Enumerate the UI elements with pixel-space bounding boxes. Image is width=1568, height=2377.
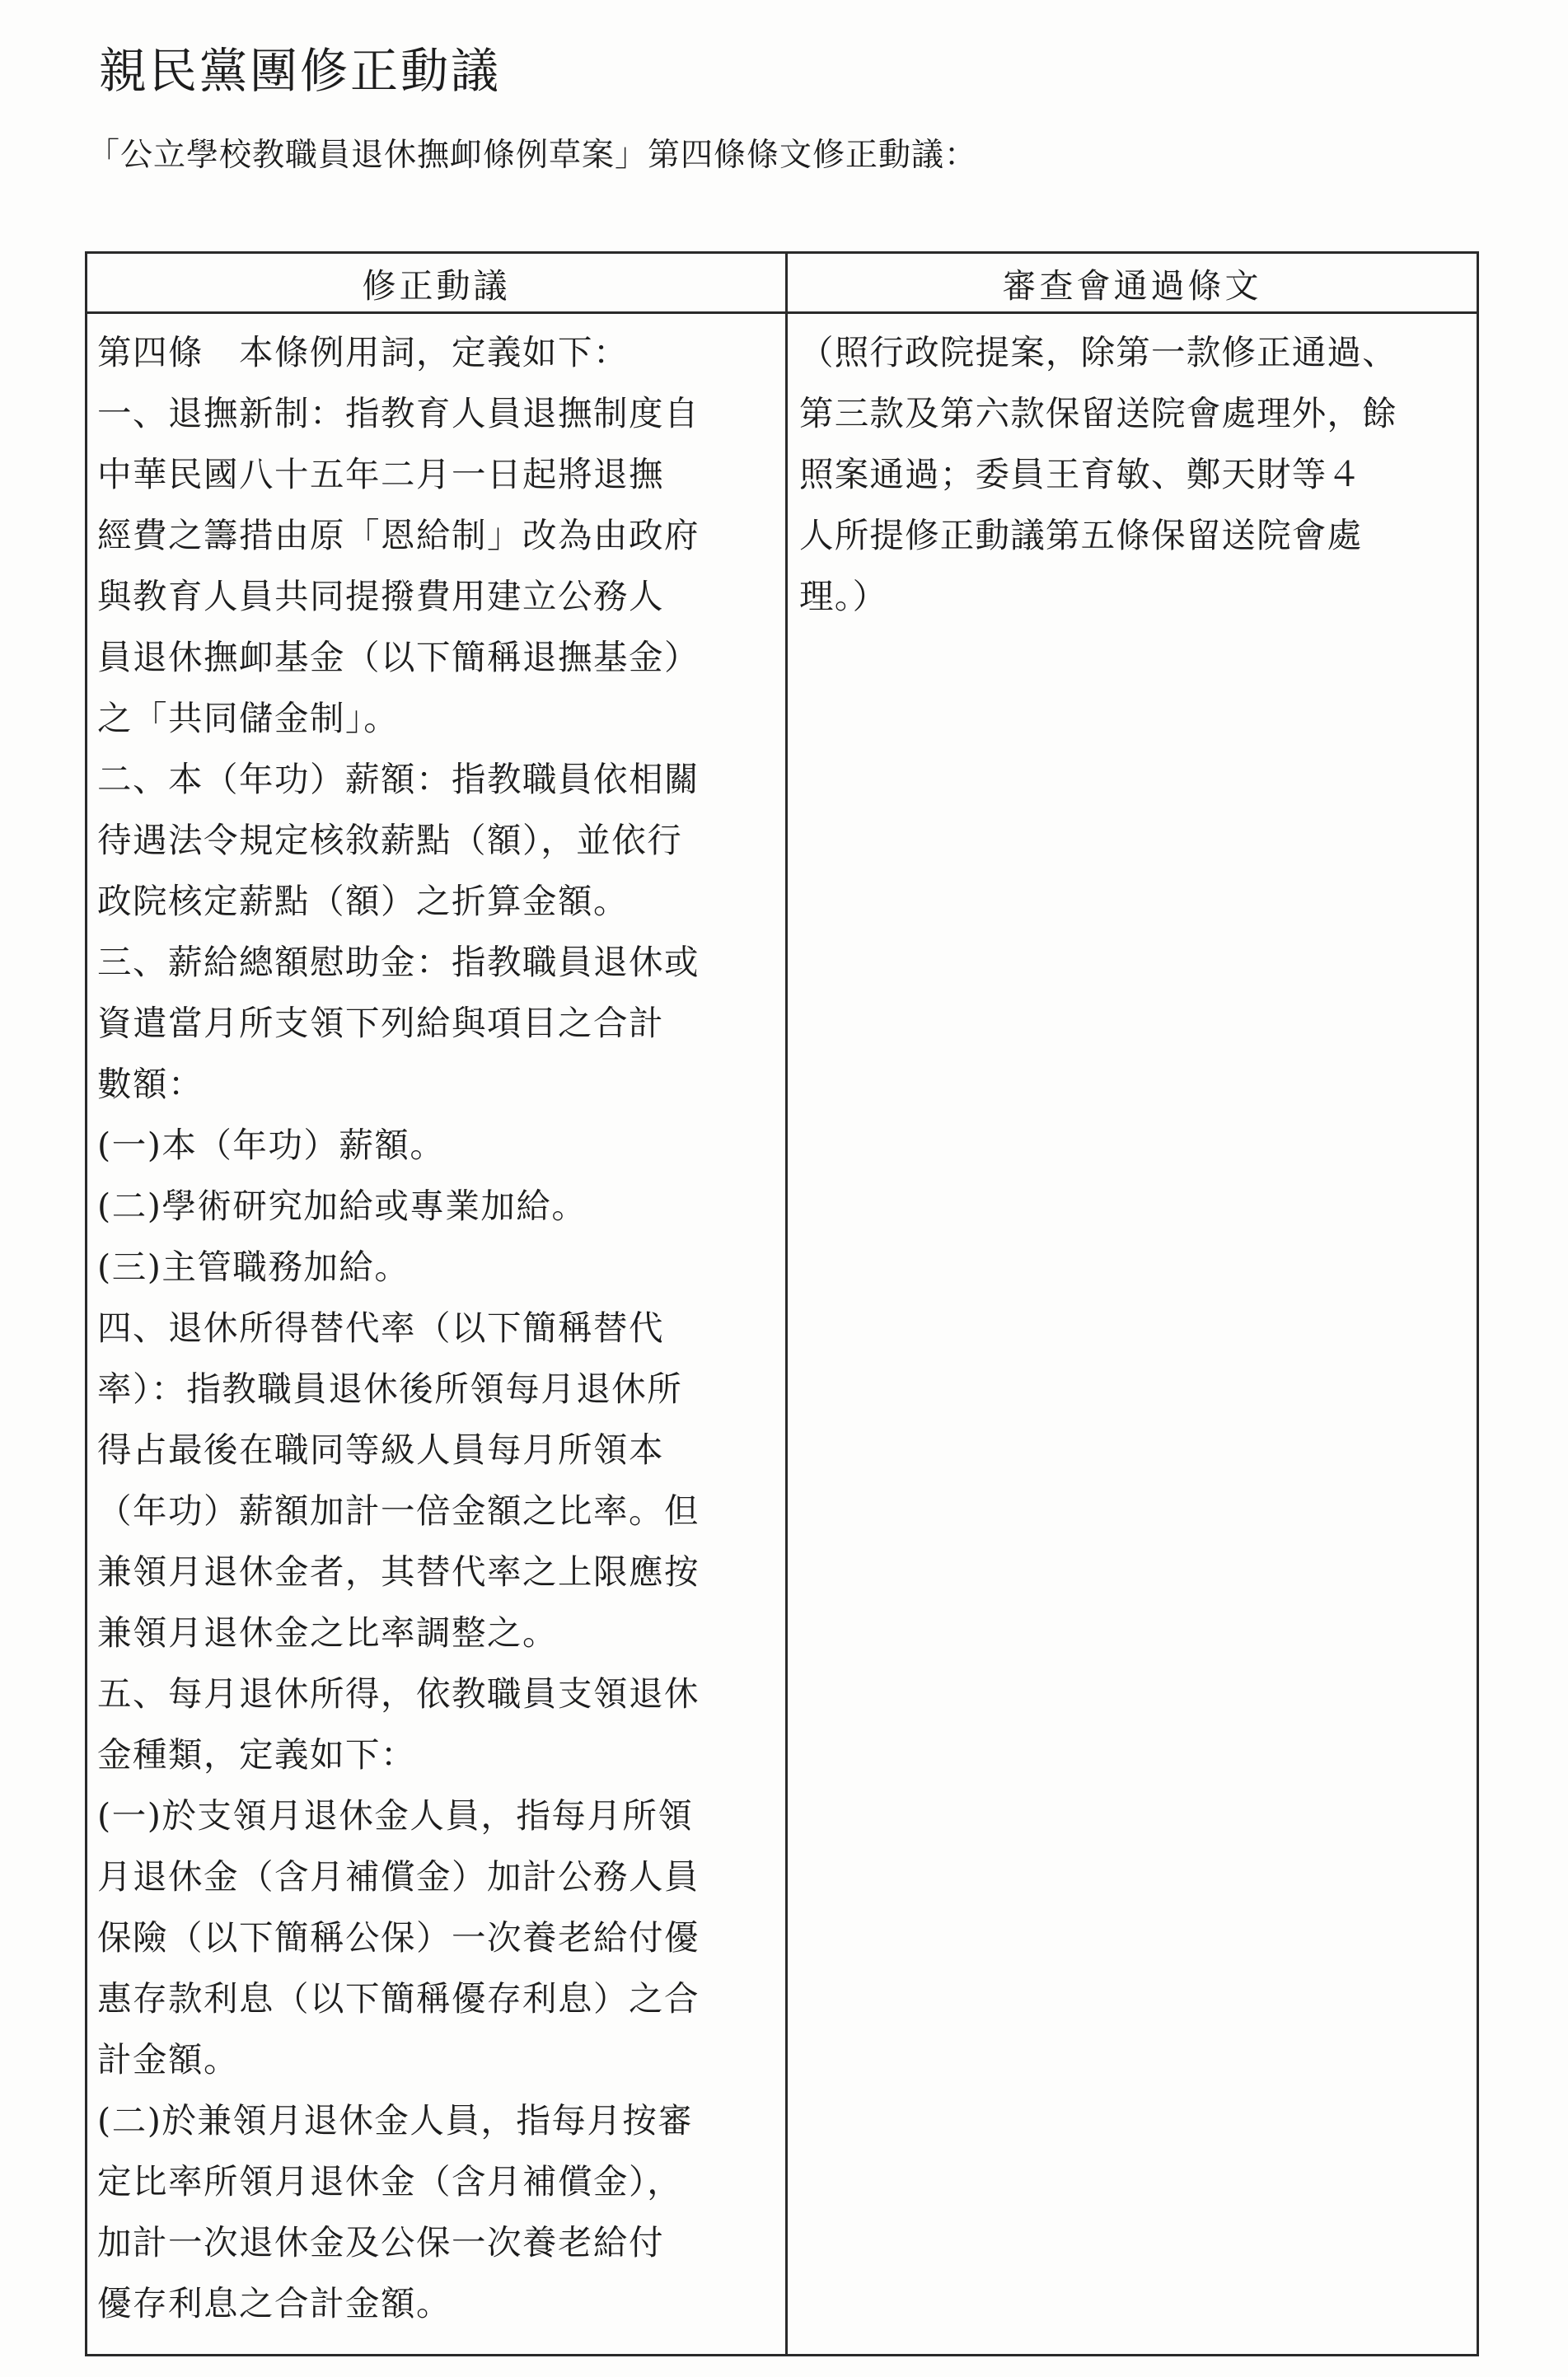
text-line: 計金額。: [97, 2039, 240, 2080]
text-line: 兼領月退休金者，其替代率之上限應按: [97, 1551, 700, 1592]
text-line: 金種類，定義如下：: [97, 1734, 417, 1775]
text-line: （年功）薪額加計一倍金額之比率。但: [97, 1490, 700, 1531]
text-line: 第四條 本條例用詞，定義如下：: [97, 332, 630, 372]
text-line: 之「共同儲金制」。: [97, 698, 400, 738]
header-amendment-motion: 修正動議: [87, 253, 787, 313]
text-line: 中華民國八十五年二月一日起將退撫: [97, 454, 665, 494]
committee-approved-text: [788, 314, 1477, 627]
text-line: 人所提修正動議第五條保留送院會處: [799, 515, 1363, 555]
text-line: 加計一次退休金及公保一次養老給付: [97, 2222, 665, 2262]
text-line: 四、退休所得替代率（以下簡稱替代: [97, 1308, 665, 1348]
text-line: 理。）: [799, 576, 888, 616]
text-line: 數額：: [97, 1064, 204, 1104]
text-line: 兼領月退休金之比率調整之。: [97, 1612, 559, 1653]
text-line: (一)本（年功）薪額。: [97, 1125, 446, 1165]
amendment-motion-cell: [87, 313, 787, 2356]
text-line: 率）：指教職員退休後所領每月退休所: [97, 1369, 683, 1409]
table-body-row: [87, 313, 1478, 2356]
text-line: (三)主管職務加給。: [97, 1247, 410, 1287]
text-line: 照案通過；委員王育敏、鄭天財等４: [799, 454, 1363, 494]
text-line: 得占最後在職同等級人員每月所領本: [97, 1429, 665, 1470]
text-line: 一、退撫新制：指教育人員退撫制度自: [97, 393, 700, 433]
text-line: (一)於支領月退休金人員，指每月所領: [97, 1795, 694, 1836]
text-line: (二)學術研究加給或專業加給。: [97, 1186, 587, 1226]
text-line: 二、本（年功）薪額：指教職員依相關: [97, 759, 700, 799]
text-line: 資遣當月所支領下列給與項目之合計: [97, 1003, 665, 1043]
text-line: 定比率所領月退休金（含月補償金），: [97, 2161, 683, 2202]
document-subtitle: 「公立學校教職員退休撫卹條例草案」第四條條文修正動議：: [87, 137, 978, 174]
text-line: 惠存款利息（以下簡稱優存利息）之合: [97, 1978, 700, 2019]
text-line: 政院核定薪點（額）之折算金額。: [97, 881, 630, 921]
document-title: 親民黨團修正動議: [99, 43, 502, 99]
text-line: 三、薪給總額慰助金：指教職員退休或: [97, 942, 700, 982]
amendment-motion-text: [87, 314, 785, 2334]
text-line: 優存利息之合計金額。: [97, 2283, 452, 2323]
text-line: 保險（以下簡稱公保）一次養老給付優: [97, 1917, 700, 1958]
text-line: 待遇法令規定核敘薪點（額），並依行: [97, 820, 683, 860]
text-line: 經費之籌措由原「恩給制」改為由政府: [97, 515, 700, 555]
table-header-row: [87, 253, 1478, 313]
text-line: 與教育人員共同提撥費用建立公務人: [97, 576, 665, 616]
committee-approved-cell: [787, 313, 1478, 2356]
text-line: (二)於兼領月退休金人員，指每月按審: [97, 2100, 694, 2141]
text-line: （照行政院提案，除第一款修正通過、: [799, 332, 1397, 372]
text-line: 月退休金（含月補償金）加計公務人員: [97, 1856, 700, 1897]
text-line: 第三款及第六款保留送院會處理外，餘: [799, 393, 1397, 433]
text-line: 員退休撫卹基金（以下簡稱退撫基金）: [97, 637, 700, 677]
amendment-table: [85, 251, 1479, 2356]
text-line: 五、每月退休所得，依教職員支領退休: [97, 1673, 700, 1714]
header-committee-approved-text: 審查會通過條文: [787, 253, 1478, 313]
